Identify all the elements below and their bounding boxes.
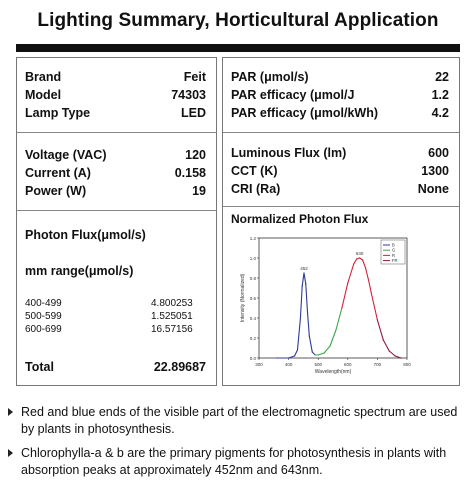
spectrum-point: [315, 354, 316, 355]
par-efficacy-kwh-row: [231, 106, 449, 120]
chart-legend: [381, 240, 405, 264]
spectrum-point: [341, 307, 342, 308]
lum-label: CCT (K): [231, 164, 278, 178]
chart-title: Normalized Photon Flux: [231, 212, 369, 226]
spectrum-point: [307, 312, 308, 313]
note-item: [8, 404, 468, 437]
spec-row-model: [25, 88, 206, 102]
divider: [17, 132, 216, 133]
spec-label: Lamp Type: [25, 106, 91, 120]
y-axis-label: Intensity (Normalized): [240, 273, 246, 323]
photon-flux-label: Photon Flux(μmol/s): [25, 228, 146, 242]
spec-label: Model: [25, 88, 62, 102]
range-value: 16.57156: [151, 324, 193, 335]
lum-label: Luminous Flux (lm): [231, 146, 347, 160]
note-text: Chlorophylla-a & b are the primary pigments for photosynthesis in plants with absorption peaks at approximately 452nm and 643nm.: [21, 446, 447, 477]
spectrum-segment: [302, 273, 304, 286]
spectrum-segment: [366, 268, 369, 280]
y-tick-label: 0.6: [249, 296, 256, 301]
spectrum-segment: [308, 313, 310, 336]
spectrum-point: [362, 259, 363, 260]
spectrum-segment: [336, 308, 342, 330]
spectrum-segment: [377, 320, 383, 340]
x-tick-label: 500: [314, 362, 322, 367]
peak-label: 640: [355, 251, 364, 256]
right-panel: [222, 57, 460, 386]
divider: [17, 210, 216, 211]
lum-label: CRI (Ra): [231, 182, 281, 196]
range-row: [25, 324, 206, 335]
spectrum-segment: [383, 340, 389, 351]
electrical-value: 120: [185, 148, 206, 162]
bullet-triangle-icon: [8, 408, 13, 416]
spectrum-segment: [312, 352, 315, 355]
y-tick-label: 0.8: [249, 276, 256, 281]
lum-value: 600: [428, 146, 449, 160]
y-tick-label: 0.0: [249, 356, 256, 361]
legend-label: FR: [392, 258, 398, 264]
x-tick-label: 700: [373, 362, 382, 367]
spectrum-point: [276, 357, 277, 358]
y-tick-label: 1.0: [249, 256, 256, 261]
spectrum-point: [305, 283, 306, 284]
range-row: [25, 311, 206, 322]
range-label: 500-599: [25, 311, 62, 322]
spectrum-point: [365, 267, 366, 268]
spec-value: Feit: [183, 70, 206, 84]
spectrum-segment: [354, 259, 357, 264]
spectrum-point: [302, 285, 303, 286]
spectrum-point: [400, 357, 401, 358]
electrical-label: Current (A): [25, 166, 91, 180]
par-label: PAR efficacy (μmol/J: [231, 88, 355, 102]
spectrum-segment: [309, 336, 312, 352]
spectrum-chart: [233, 230, 423, 382]
spectrum-segment: [342, 283, 348, 308]
total-value: 22.89687: [153, 360, 206, 374]
y-tick-label: 1.2: [249, 236, 256, 241]
left-panel: [16, 57, 217, 386]
spectrum-segment: [295, 350, 298, 356]
legend-label: R: [392, 252, 396, 258]
lum-value: None: [417, 182, 449, 196]
spectrum-segment: [306, 284, 308, 313]
range-value: 4.800253: [151, 298, 193, 309]
total-row: [25, 360, 206, 374]
electrical-row-current: [25, 166, 206, 180]
spectrum-point: [368, 279, 369, 280]
spectrum-segment: [297, 318, 300, 350]
spectrum-segment: [363, 260, 366, 268]
notes: [8, 404, 468, 486]
lum-value: 1300: [421, 164, 449, 178]
spectrum-segment: [330, 330, 336, 346]
spectrum-segment: [324, 346, 330, 353]
spectrum-point: [356, 258, 357, 259]
spectrum-point: [309, 335, 310, 336]
electrical-row-voltage: [25, 148, 206, 162]
spectrum-point: [347, 282, 348, 283]
spectrum-point: [303, 272, 304, 273]
electrical-value: 19: [192, 184, 206, 198]
spectrum-point: [359, 257, 360, 258]
page-title: Lighting Summary, Horticultural Application: [37, 10, 439, 31]
spec-value: LED: [181, 106, 206, 120]
spectrum-segment: [318, 353, 324, 355]
par-value: 1.2: [431, 88, 449, 102]
par-label: PAR (μmol/s): [231, 70, 309, 84]
cct-row: [231, 164, 449, 178]
electrical-label: Power (W): [25, 184, 87, 198]
par-efficacy-j-row: [231, 88, 449, 102]
total-label: Total: [25, 360, 54, 374]
spec-row-brand: [25, 70, 206, 84]
spectrum-point: [353, 263, 354, 264]
y-tick-label: 0.4: [249, 316, 256, 321]
spectrum-point: [329, 345, 330, 346]
spectrum-point: [318, 354, 319, 355]
divider: [223, 132, 459, 133]
spectrum-point: [297, 349, 298, 350]
spectrum-segment: [304, 273, 306, 284]
divider: [223, 206, 459, 207]
spec-row-lamp-type: [25, 106, 206, 120]
note-text: Red and blue ends of the visible part of the electromagnetic spectrum are used by plants in photosynthesis.: [21, 405, 458, 436]
electrical-value: 0.158: [174, 166, 206, 180]
spectrum-point: [377, 319, 378, 320]
par-row: [231, 70, 449, 84]
chart-curves: [276, 251, 402, 359]
electrical-row-power: [25, 184, 206, 198]
range-label: 400-499: [25, 298, 62, 309]
spectrum-point: [383, 339, 384, 340]
spectrum-segment: [348, 264, 354, 283]
range-row: [25, 298, 206, 309]
electrical-label: Voltage (VAC): [25, 148, 107, 162]
spectrum-point: [389, 350, 390, 351]
x-tick-label: 300: [255, 362, 263, 367]
spec-label: Brand: [25, 70, 62, 84]
spectrum-segment: [300, 286, 302, 318]
spectrum-point: [288, 357, 289, 358]
spectrum-point: [300, 317, 301, 318]
spectrum-point: [324, 352, 325, 353]
legend-label: G: [392, 247, 396, 253]
par-value: 4.2: [431, 106, 449, 120]
spectrum-point: [294, 355, 295, 356]
legend-label: B: [392, 242, 395, 248]
spectrum-point: [312, 351, 313, 352]
spectrum-segment: [371, 294, 377, 320]
spectrum-segment: [369, 280, 372, 294]
y-tick-label: 0.2: [249, 336, 256, 341]
range-label: 600-699: [25, 324, 62, 335]
x-tick-label: 600: [344, 362, 352, 367]
par-value: 22: [435, 70, 449, 84]
par-label: PAR efficacy (μmol/kWh): [231, 106, 379, 120]
x-tick-label: 800: [403, 362, 411, 367]
spectrum-point: [371, 293, 372, 294]
spectrum-point: [395, 355, 396, 356]
bullet-triangle-icon: [8, 449, 13, 457]
title-divider: [16, 44, 460, 52]
note-item: [8, 445, 468, 478]
luminous-flux-row: [231, 146, 449, 160]
peak-label: 452: [300, 266, 308, 271]
spectrum-point: [335, 329, 336, 330]
spec-value: 74303: [171, 88, 206, 102]
spectrum-segment: [389, 351, 395, 356]
cri-row: [231, 182, 449, 196]
x-axis-label: Wavelength(nm): [314, 369, 352, 375]
range-value: 1.525051: [151, 311, 193, 322]
x-tick-label: 400: [284, 362, 293, 367]
mm-range-label: mm range(μmol/s): [25, 264, 134, 278]
